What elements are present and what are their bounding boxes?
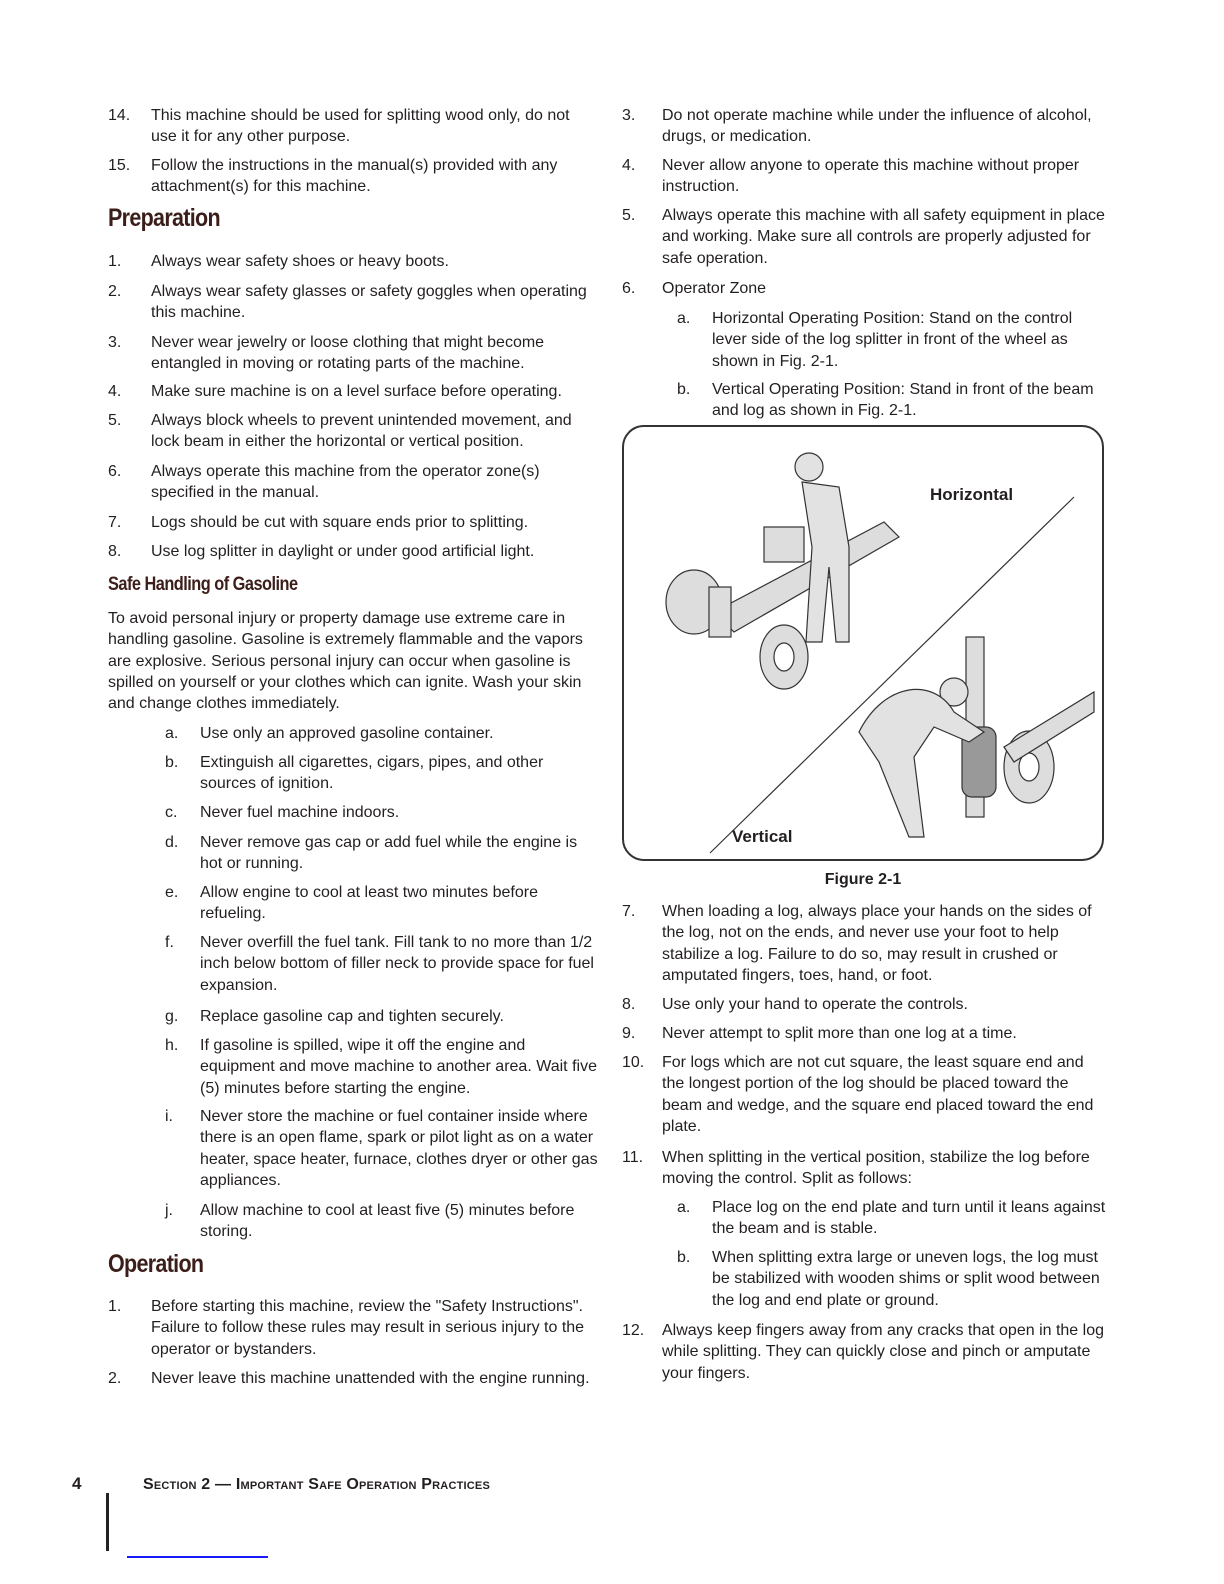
gasoline-intro-paragraph: To avoid personal injury or property damage use extreme care in handling gasoline. Gasoline is extremely flammable and the vapors are explosive. Serious personal injury can occur when gasoline is spilled on yourself or your clothes which can ignite. Wash your skin and change clothes immediately.	[108, 610, 583, 713]
item-marker: 8.	[108, 543, 122, 560]
item-text: Always operate this machine with all safety equipment in place and working. Make sure all controls are properly adjusted for safe operation.	[662, 207, 1105, 267]
item-text: Extinguish all cigarettes, cigars, pipes, and other sources of ignition.	[200, 754, 544, 793]
item-text: Always keep fingers away from any cracks that open in the log while splitting. They can quickly close and pinch or amputate your fingers.	[662, 1322, 1104, 1382]
heading-operation: Operation	[108, 1250, 204, 1278]
item-text: Never wear jewelry or loose clothing that might become entangled in moving or rotating parts of the machine.	[151, 334, 545, 373]
item-marker: 3.	[108, 334, 122, 351]
label-vertical: Vertical	[732, 827, 793, 846]
item-text: When splitting in the vertical position, stabilize the log before moving the control. Split as follows:	[662, 1149, 1090, 1188]
item-marker: 1.	[108, 253, 122, 270]
item-marker: 3.	[622, 107, 636, 124]
item-text: Vertical Operating Position: Stand in front of the beam and log as shown in Fig. 2-1.	[712, 381, 1094, 420]
item-marker: b.	[677, 1249, 691, 1266]
item-text: Before starting this machine, review the "Safety Instructions". Failure to follow these rules may result in serious injury to the operator or bystanders.	[151, 1298, 585, 1358]
item-marker: e.	[165, 884, 179, 901]
item-text: When splitting extra large or uneven logs, the log must be stabilized with wooden shims or split wood between the log and end plate or ground.	[712, 1249, 1100, 1309]
item-text: Never remove gas cap or add fuel while the engine is hot or running.	[200, 834, 578, 873]
item-text: Never fuel machine indoors.	[200, 804, 400, 821]
blue-underline	[127, 1556, 268, 1558]
item-marker: 5.	[108, 412, 122, 429]
item-text: Place log on the end plate and turn until it leans against the beam and is stable.	[712, 1199, 1106, 1238]
item-text: Horizontal Operating Position: Stand on the control lever side of the log splitter in front of the wheel as shown in Fig. 2-1.	[712, 310, 1073, 370]
item-text: Allow engine to cool at least two minutes before refueling.	[200, 884, 538, 923]
item-text: Never leave this machine unattended with the engine running.	[151, 1370, 590, 1387]
item-marker: 12.	[622, 1322, 645, 1339]
figure-caption: Figure 2-1	[824, 871, 902, 888]
item-marker: 6.	[108, 463, 122, 480]
item-marker: 14.	[108, 107, 131, 124]
item-marker: b.	[165, 754, 179, 771]
figure-operator-zones	[622, 425, 1104, 861]
vertical-splitter-drawing	[962, 637, 1094, 817]
heading-preparation: Preparation	[108, 204, 220, 232]
item-marker: 2.	[108, 283, 122, 300]
item-marker: 8.	[622, 996, 636, 1013]
item-marker: h.	[165, 1037, 179, 1054]
operator-zone-illustration	[624, 427, 1106, 863]
item-text: Always wear safety glasses or safety goggles when operating this machine.	[151, 283, 587, 322]
item-marker: 7.	[108, 514, 122, 531]
item-text: Always operate this machine from the operator zone(s) specified in the manual.	[151, 463, 540, 502]
item-marker: d.	[165, 834, 179, 851]
item-text: Operator Zone	[662, 280, 767, 297]
item-marker: 7.	[622, 903, 636, 920]
item-marker: f.	[165, 934, 174, 951]
footer-section-title: Section 2 — Important Safe Operation Practices	[143, 1476, 490, 1493]
item-text: Replace gasoline cap and tighten securely.	[200, 1008, 504, 1025]
heading-safe-handling-gasoline: Safe Handling of Gasoline	[108, 574, 298, 595]
item-text: For logs which are not cut square, the least square end and the longest portion of the log should be placed toward the beam and wedge, and the square end placed toward the end plate.	[662, 1054, 1094, 1135]
item-marker: 15.	[108, 157, 131, 174]
item-marker: 2.	[108, 1370, 122, 1387]
item-marker: 1.	[108, 1298, 122, 1315]
item-text: Always wear safety shoes or heavy boots.	[151, 253, 449, 270]
item-marker: 4.	[108, 383, 122, 400]
page-number: 4	[72, 1474, 82, 1493]
label-horizontal: Horizontal	[930, 485, 1014, 504]
item-marker: g.	[165, 1008, 179, 1025]
item-text: Logs should be cut with square ends prior to splitting.	[151, 514, 529, 531]
item-marker: 4.	[622, 157, 636, 174]
item-marker: 9.	[622, 1025, 636, 1042]
item-marker: i.	[165, 1108, 173, 1125]
item-text: When loading a log, always place your hands on the sides of the log, not on the ends, and never use your foot to help stabilize a log. Failure to do so, may result in crushed or amputated fingers, toes, hand, or foot.	[662, 903, 1092, 984]
horizontal-splitter-drawing	[666, 522, 899, 689]
item-text: Never store the machine or fuel container inside where there is an open flame, spark or pilot light as on a water heater, space heater, furnace, clothes dryer or other gas appliances.	[200, 1108, 598, 1189]
item-marker: 10.	[622, 1054, 645, 1071]
item-text: Never allow anyone to operate this machine without proper instruction.	[662, 157, 1080, 196]
item-text: Do not operate machine while under the influence of alcohol, drugs, or medication.	[662, 107, 1092, 146]
item-marker: 11.	[622, 1149, 644, 1166]
item-text: Use only your hand to operate the controls.	[662, 996, 968, 1013]
footer-divider	[106, 1493, 109, 1551]
item-marker: 6.	[622, 280, 636, 297]
item-text: Use only an approved gasoline container.	[200, 725, 494, 742]
item-marker: b.	[677, 381, 691, 398]
item-marker: j.	[165, 1202, 173, 1219]
item-text: Follow the instructions in the manual(s) provided with any attachment(s) for this machine.	[151, 157, 558, 196]
item-text: Make sure machine is on a level surface before operating.	[151, 383, 562, 400]
item-marker: 5.	[622, 207, 636, 224]
item-text: Never attempt to split more than one log at a time.	[662, 1025, 1017, 1042]
item-text: Never overfill the fuel tank. Fill tank to no more than 1/2 inch below bottom of filler neck to provide space for fuel expansion.	[200, 934, 594, 994]
item-text: Allow machine to cool at least five (5) minutes before storing.	[200, 1202, 575, 1241]
item-marker: c.	[165, 804, 178, 821]
item-text: This machine should be used for splitting wood only, do not use it for any other purpose.	[151, 107, 570, 146]
item-text: If gasoline is spilled, wipe it off the engine and equipment and move machine to another area. Wait five (5) minutes before starting the engine.	[200, 1037, 597, 1097]
item-marker: a.	[165, 725, 179, 742]
item-marker: a.	[677, 310, 691, 327]
item-text: Always block wheels to prevent unintended movement, and lock beam in either the horizontal or vertical position.	[151, 412, 572, 451]
item-marker: a.	[677, 1199, 691, 1216]
item-text: Use log splitter in daylight or under good artificial light.	[151, 543, 535, 560]
